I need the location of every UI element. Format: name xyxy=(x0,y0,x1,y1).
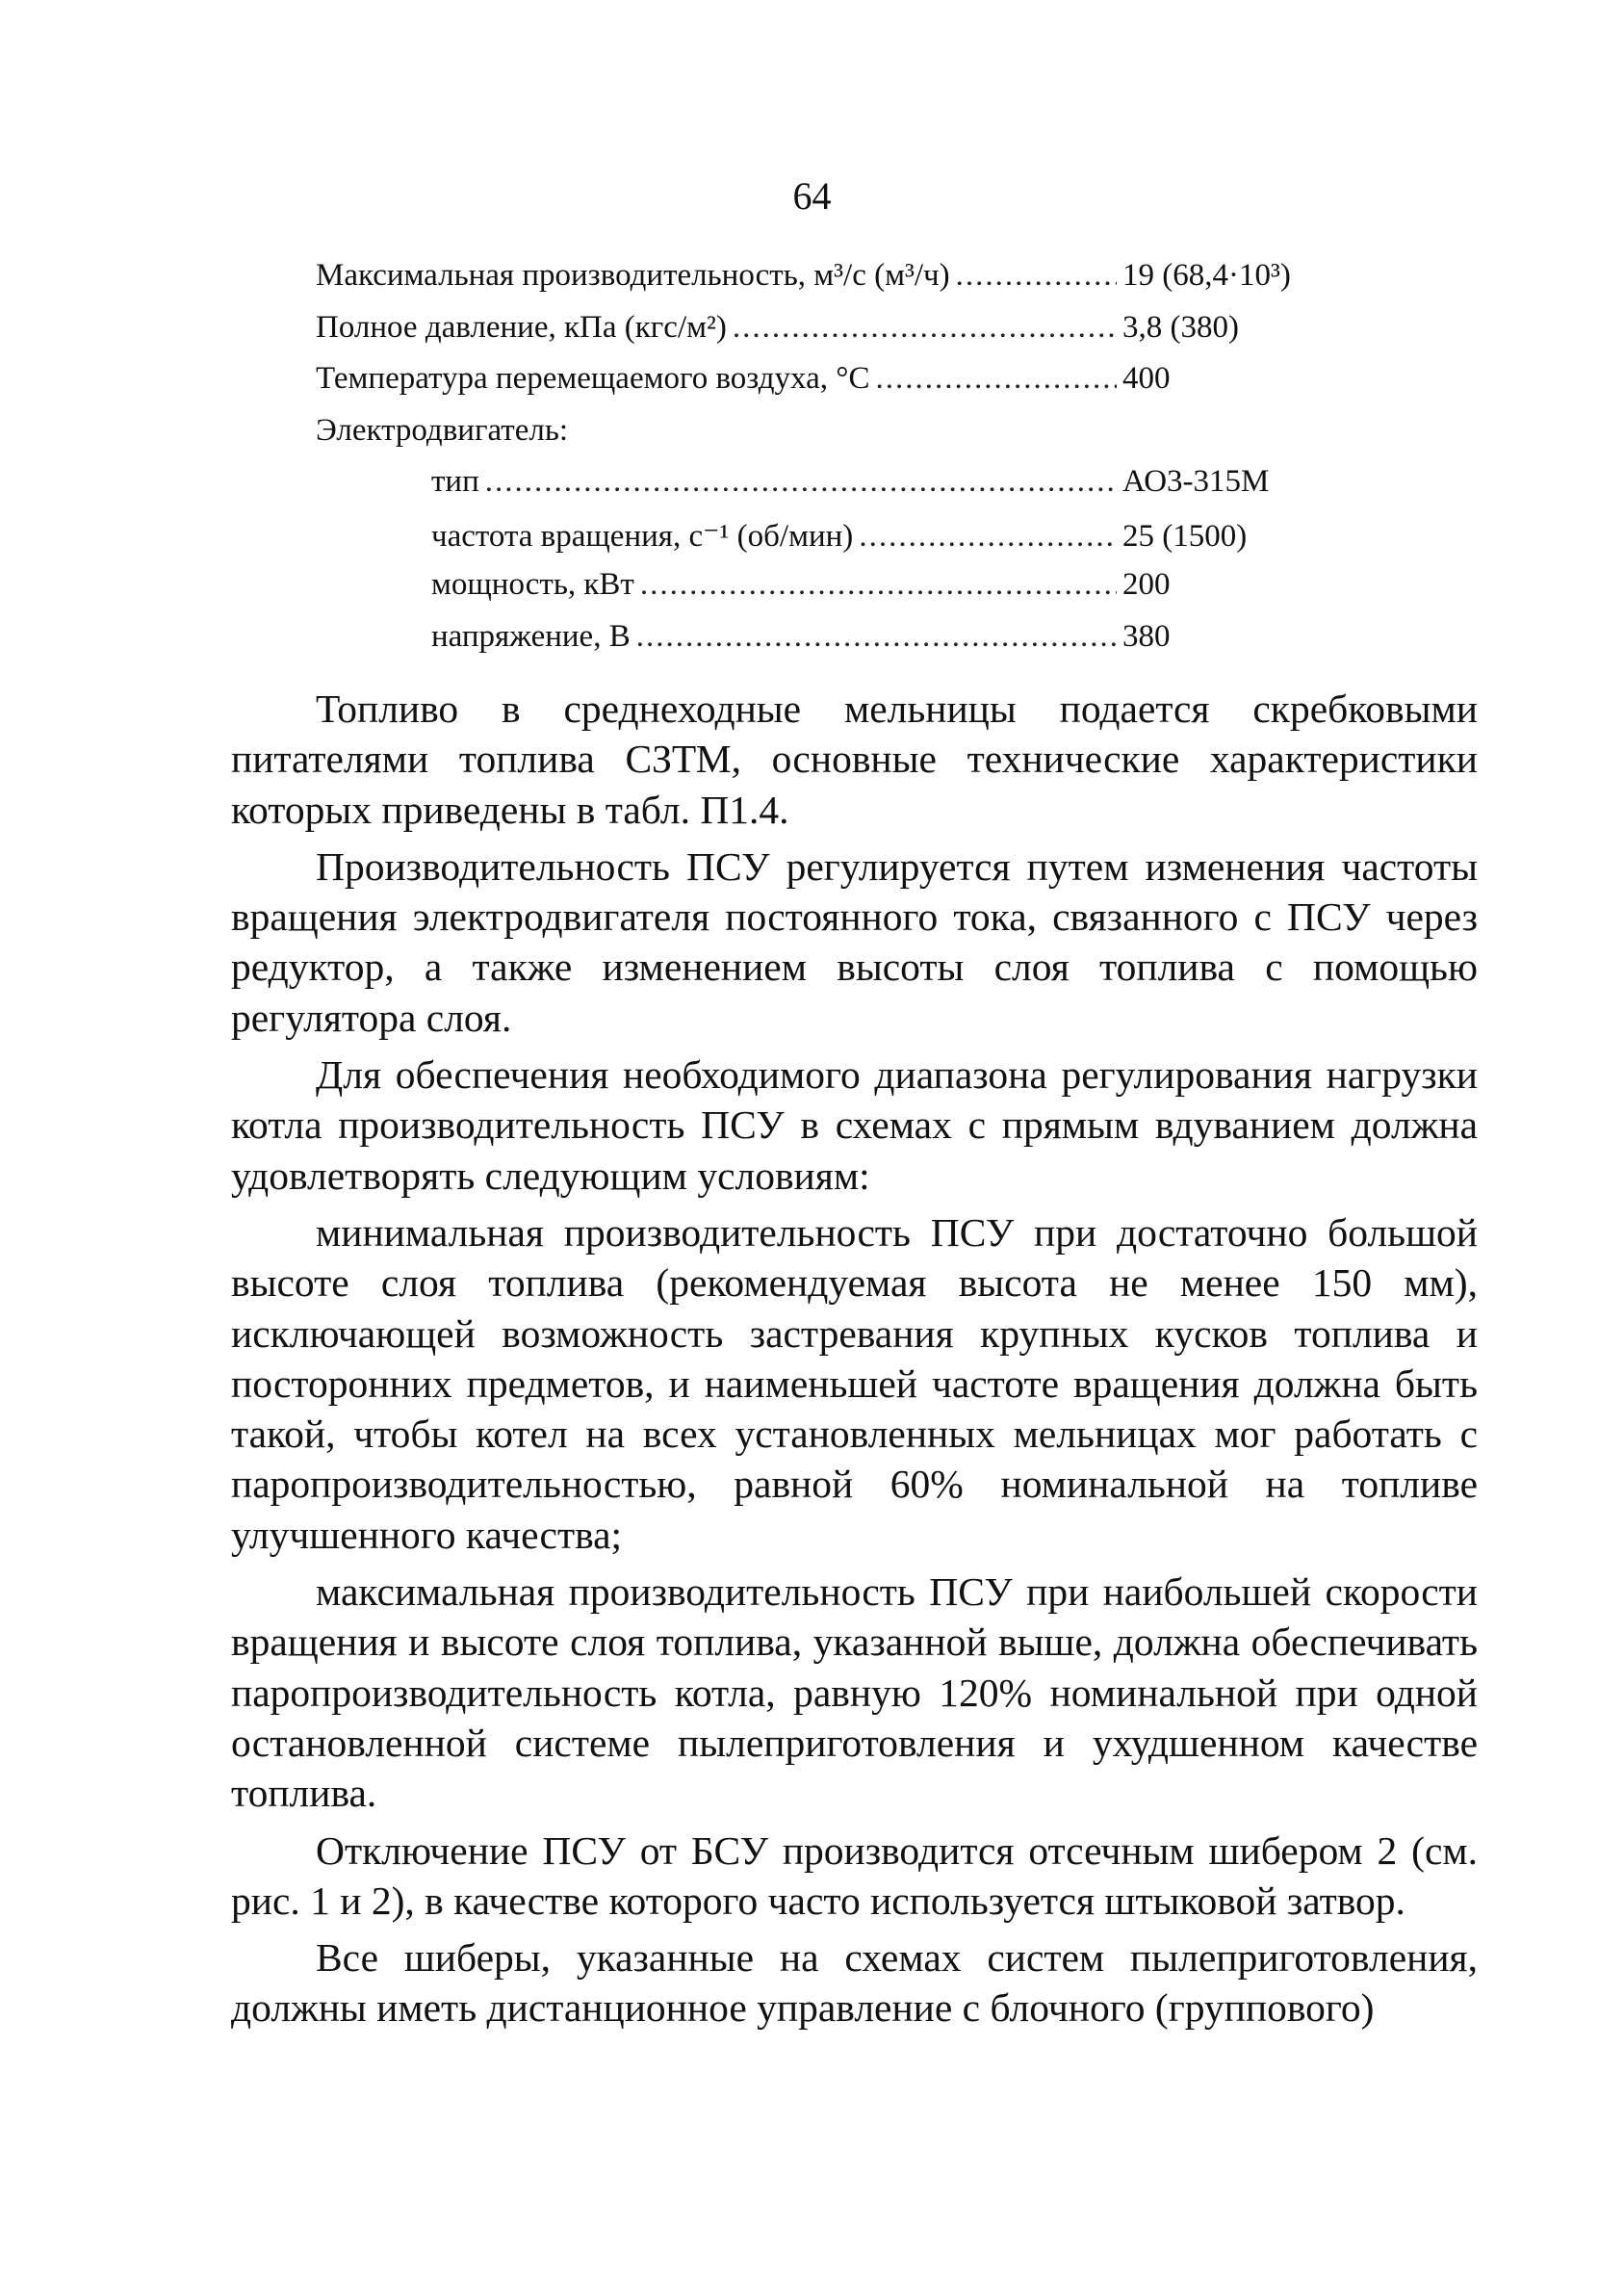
spec-row-rotation-speed xyxy=(316,516,1346,568)
paragraph: Производительность ПСУ регулируется путем изменения частоты вращения электродвигателя постоянного тока, связанного с ПСУ через редуктор, а также изменением высоты слоя топлива с помощью регулятора слоя. xyxy=(231,843,1478,1040)
spec-row-voltage xyxy=(316,619,1346,671)
paragraph: Отключение ПСУ от БСУ производится отсечным шибером 2 (см. рис. 1 и 2), в качестве которого часто используется штыковой затвор. xyxy=(231,1827,1478,1923)
paragraph: Для обеспечения необходимого диапазона регулирования нагрузки котла производительность ПСУ в схемах с прямым вдуванием должна удовлетворять следующим условиям: xyxy=(231,1052,1478,1198)
paragraph: Топливо в среднеходные мельницы подается скребковыми питателями топлива СЗТМ, основные технические характеристики которых приведены в табл. П1.4. xyxy=(231,687,1478,832)
spec-row-total-pressure xyxy=(316,310,1346,362)
spec-value: 200 xyxy=(1122,567,1171,602)
spec-row-max-capacity xyxy=(316,258,1346,310)
spec-label: напряжение, В xyxy=(431,618,631,654)
paragraph: Все шиберы, указанные на схемах систем пылеприготовления, должны иметь дистанционное управление с блочного (группового) xyxy=(231,1935,1478,2031)
spec-label: частота вращения, с⁻¹ (об/мин) xyxy=(431,518,854,554)
dot-leader xyxy=(636,619,1117,655)
spec-row-air-temperature xyxy=(316,361,1346,413)
paragraph: максимальная производительность ПСУ при наибольшей скорости вращения и высоте слоя топлива, указанной выше, должна обеспечивать паропроизводительность котла, равную 120% номинальной при одной остановленной системе пылеприготовления и ухудшенном качестве топлива. xyxy=(231,1569,1478,1816)
specifications-list xyxy=(316,258,1346,670)
spec-value: 25 (1500) xyxy=(1122,518,1248,554)
spec-label: мощность, кВт xyxy=(431,567,634,602)
page-number: 64 xyxy=(792,174,832,218)
spec-heading-electric-motor xyxy=(316,413,1346,465)
spec-row-power xyxy=(316,567,1346,619)
spec-value: 3,8 (380) xyxy=(1122,309,1239,345)
spec-label: Электродвигатель: xyxy=(316,412,569,448)
spec-value: 380 xyxy=(1122,618,1171,654)
dot-leader xyxy=(485,464,1117,500)
dot-leader xyxy=(956,258,1117,294)
body-text xyxy=(231,684,1478,2040)
spec-value: АО3-315М xyxy=(1122,464,1270,499)
dot-leader xyxy=(875,361,1117,397)
dot-leader xyxy=(733,310,1117,346)
paragraph: минимальная производительность ПСУ при достаточно большой высоте слоя топлива (рекомендуемая высота не менее 150 мм), исключающей возможность застревания крупных кусков топлива и посторонних предметов, и наименьшей частоте вращения должна быть такой, чтобы котел на всех установленных мельницах мог работать с паропроизводительностью, равной 60% номинальной на топливе улучшенного качества; xyxy=(231,1209,1478,1557)
spec-label: Полное давление, кПа (кгс/м²) xyxy=(316,309,727,345)
dot-leader xyxy=(859,519,1117,555)
dot-leader xyxy=(640,567,1117,603)
spec-row-motor-type xyxy=(316,464,1346,516)
spec-value: 19 (68,4·10³) xyxy=(1122,258,1291,293)
spec-label: Максимальная производительность, м³/с (м³/ч) xyxy=(316,258,950,293)
spec-value: 400 xyxy=(1122,361,1171,396)
spec-label: тип xyxy=(431,464,479,499)
spec-label: Температура перемещаемого воздуха, °С xyxy=(316,361,870,396)
